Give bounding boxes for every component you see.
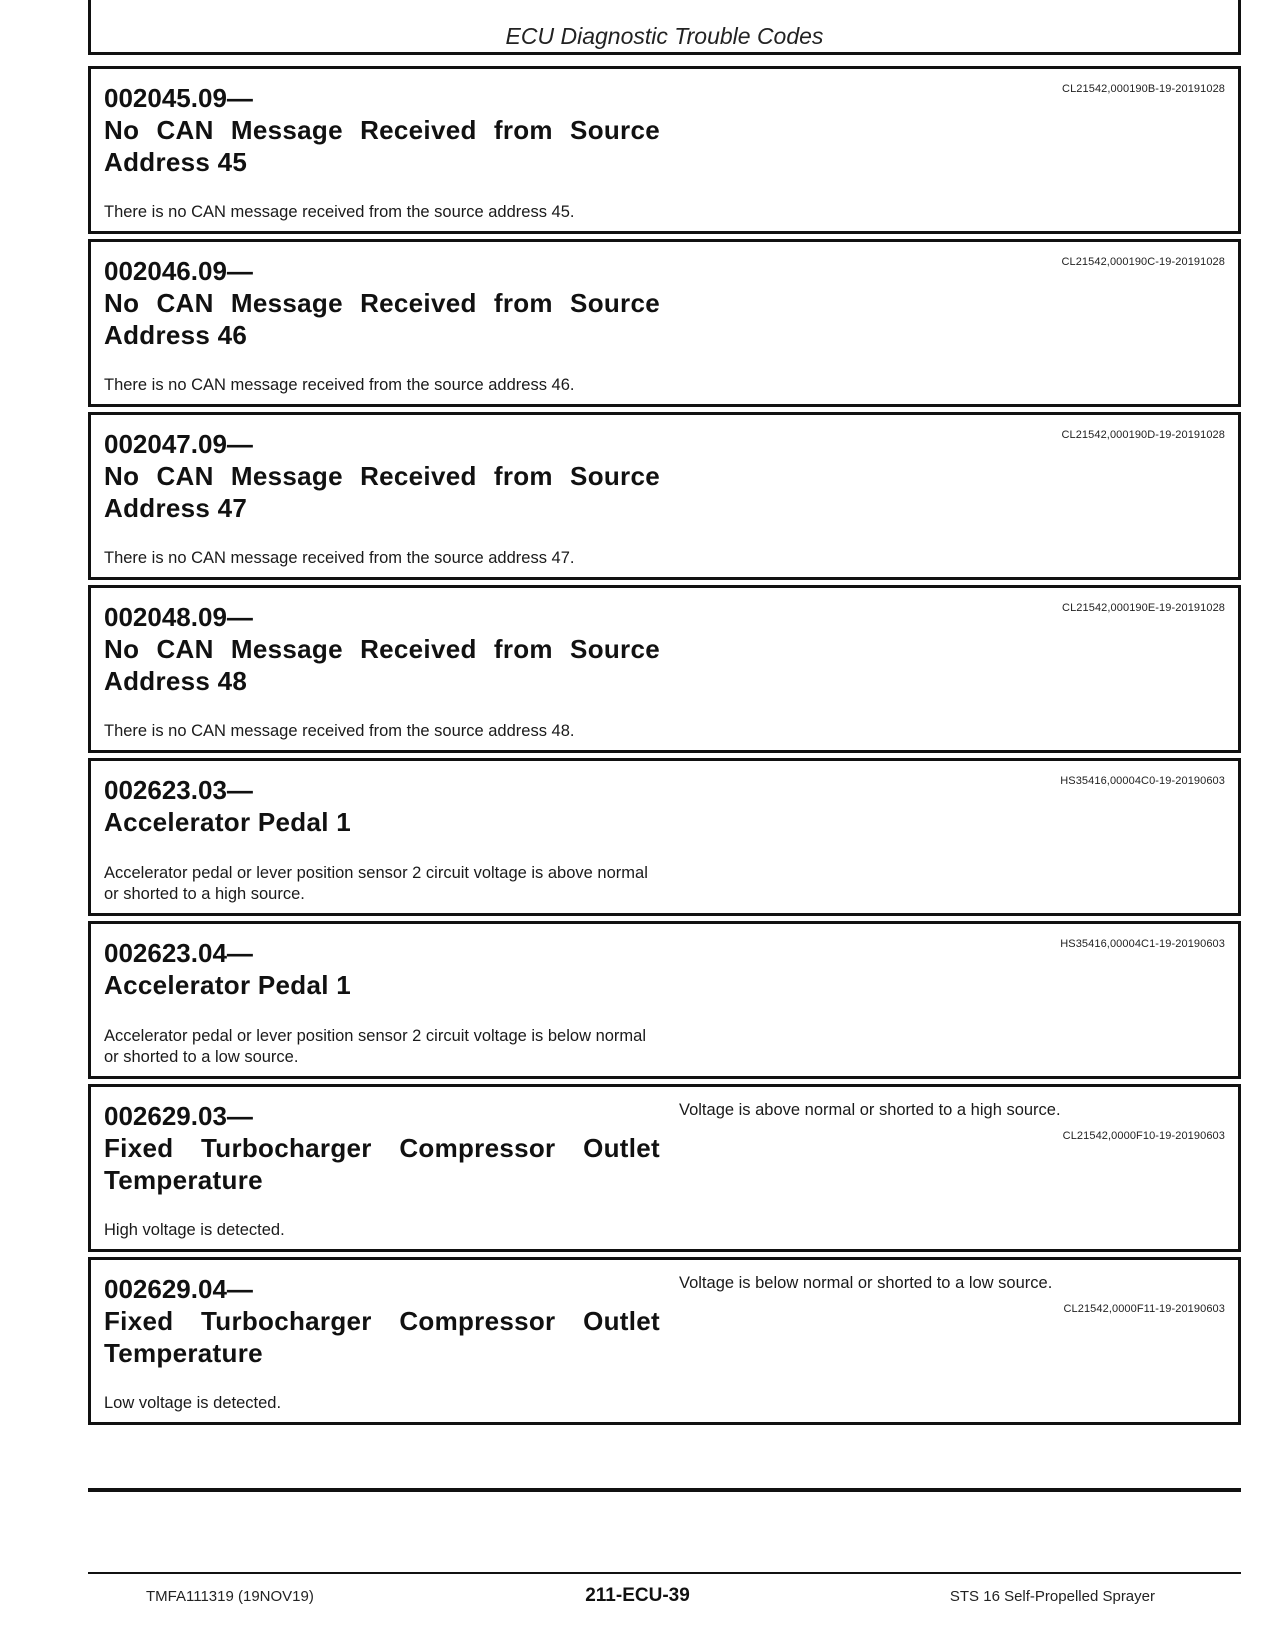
dtc-code: 002045.09— [104,83,253,113]
dtc-entry-002623-04 [88,921,1241,1079]
dtc-description: There is no CAN message received from the source address 45. [104,203,575,221]
dtc-heading: Fixed Turbocharger Compressor Outlet Temperature [104,1133,660,1195]
dtc-header-block [104,1274,660,1369]
dtc-entry-002045-09 [88,66,1241,234]
content-end-rule [88,1488,1241,1492]
dtc-description: There is no CAN message received from the source address 48. [104,722,575,740]
dtc-code: 002048.09— [104,602,253,632]
dtc-reference-id: CL21542,000190E-19-20191028 [1062,602,1225,614]
dtc-code: 002047.09— [104,429,253,459]
dtc-heading: Accelerator Pedal 1 [104,970,352,1000]
footer-product-name: STS 16 Self-Propelled Sprayer [949,1588,1155,1605]
footer-page-number: 211-ECU-39 [585,1585,690,1606]
dtc-entry-002629-03 [88,1084,1241,1252]
dtc-description: Accelerator pedal or lever position sensor 2 circuit voltage is below normal or shorted to a low source. [104,1027,647,1066]
dtc-reference-id: CL21542,000190B-19-20191028 [1062,83,1225,95]
dtc-header-block [104,938,660,1001]
dtc-header-block [104,1101,660,1196]
page-title: ECU Diagnostic Trouble Codes [505,23,824,49]
page-header [88,0,1241,55]
dtc-heading: No CAN Message Received from Source Address 46 [104,288,660,350]
dtc-reference-id: HS35416,00004C1-19-20190603 [1060,938,1225,950]
dtc-header-block [104,256,660,351]
dtc-reference-id: CL21542,0000F11-19-20190603 [1063,1303,1225,1315]
dtc-aside-note: Voltage is below normal or shorted to a low source. [679,1274,1053,1292]
dtc-code: 002623.03— [104,775,253,805]
dtc-entry-002623-03 [88,758,1241,916]
dtc-heading: Accelerator Pedal 1 [104,807,352,837]
dtc-code: 002046.09— [104,256,253,286]
dtc-header-block [104,602,660,697]
dtc-code: 002629.04— [104,1274,253,1304]
dtc-description: There is no CAN message received from the source address 47. [104,549,575,567]
dtc-reference-id: HS35416,00004C0-19-20190603 [1060,775,1225,787]
dtc-header-block [104,775,660,838]
dtc-aside-note: Voltage is above normal or shorted to a high source. [679,1101,1061,1119]
dtc-description: Accelerator pedal or lever position sensor 2 circuit voltage is above normal or shorted to a high source. [104,864,648,903]
dtc-entry-002048-09 [88,585,1241,753]
dtc-heading: No CAN Message Received from Source Address 47 [104,461,660,523]
footer-rule [88,1572,1241,1574]
dtc-description: High voltage is detected. [104,1221,285,1239]
dtc-reference-id: CL21542,000190C-19-20191028 [1061,256,1225,268]
dtc-reference-id: CL21542,0000F10-19-20190603 [1062,1130,1225,1142]
dtc-heading: No CAN Message Received from Source Address 45 [104,115,660,177]
dtc-description: There is no CAN message received from the source address 46. [104,376,575,394]
dtc-code: 002623.04— [104,938,253,968]
dtc-header-block [104,429,660,524]
dtc-reference-id: CL21542,000190D-19-20191028 [1061,429,1225,441]
dtc-entry-002629-04 [88,1257,1241,1425]
dtc-entry-002046-09 [88,239,1241,407]
dtc-entry-002047-09 [88,412,1241,580]
dtc-code: 002629.03— [104,1101,253,1131]
dtc-header-block [104,83,660,178]
dtc-description: Low voltage is detected. [104,1394,282,1412]
dtc-heading: No CAN Message Received from Source Address 48 [104,634,660,696]
dtc-heading: Fixed Turbocharger Compressor Outlet Temperature [104,1306,660,1368]
footer-doc-id: TMFA111319 (19NOV19) [146,1588,314,1605]
